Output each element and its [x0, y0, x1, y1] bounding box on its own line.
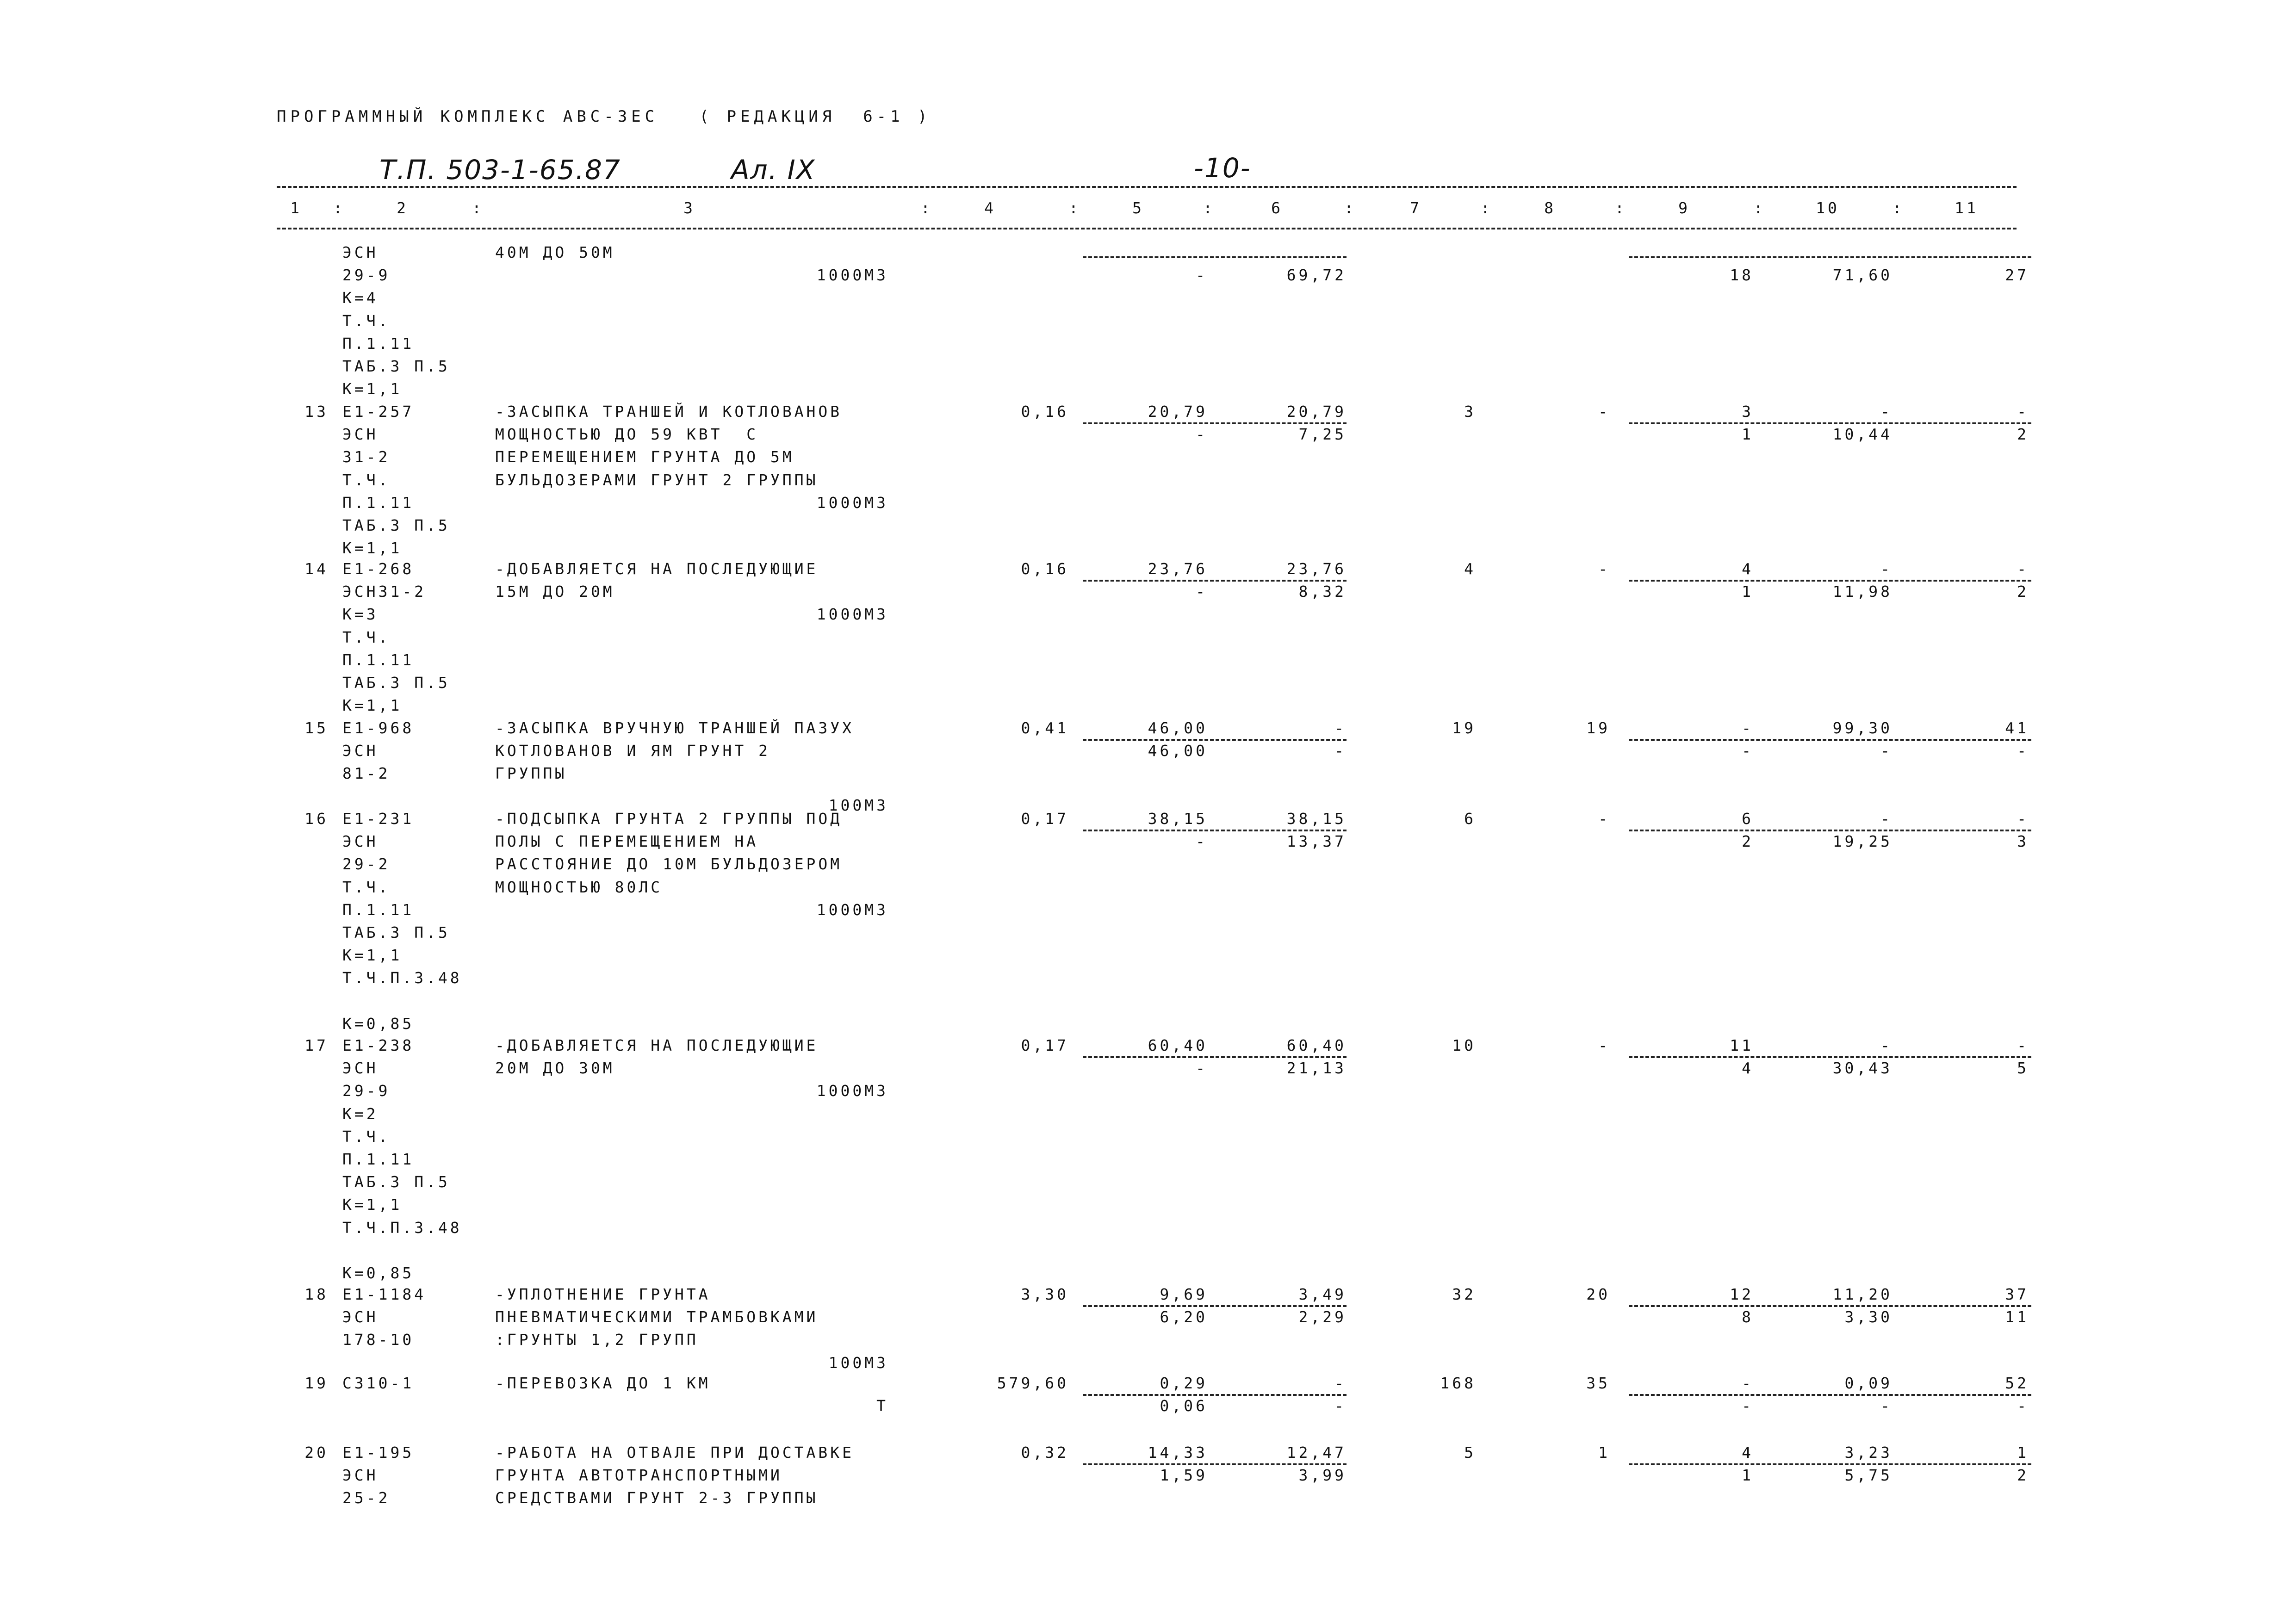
cell-col6-bottom: 69,72	[1286, 266, 1347, 285]
cell-col6-top: 3,49	[1298, 1285, 1347, 1303]
cell-col9-top: 4	[1742, 560, 1754, 578]
unit-of-measure: 100М3	[828, 1353, 888, 1372]
work-description-line: -РАБОТА НА ОТВАЛЕ ПРИ ДОСТАВКЕ	[495, 1443, 855, 1462]
code-line: П.1.11	[342, 650, 415, 669]
cell-col11-bottom: -	[2017, 1397, 2029, 1415]
code-line: ЭСН	[342, 1466, 379, 1485]
code-line: К=0,85	[342, 1014, 415, 1033]
cell-col9-bottom: 18	[1730, 266, 1754, 285]
work-description-line: :ГРУНТЫ 1,2 ГРУПП	[495, 1331, 699, 1349]
code-line: К=2	[342, 1104, 379, 1123]
cell-col5-bottom: 0,06	[1160, 1397, 1208, 1415]
unit-of-measure: Т	[876, 1397, 888, 1415]
cell-col8: 19	[1586, 719, 1610, 737]
cell-col9-bottom: 4	[1742, 1059, 1754, 1078]
album-number: Ал. IX	[731, 154, 816, 186]
unit-of-measure: 100М3	[828, 796, 888, 815]
cell-col4: 0,32	[1021, 1443, 1069, 1462]
cell-col9-bottom: 8	[1742, 1308, 1754, 1326]
cell-col9-top: 4	[1742, 1443, 1754, 1462]
cell-col5-top: 9,69	[1160, 1285, 1208, 1303]
row-number: 18	[304, 1285, 329, 1303]
cell-col10-bottom: 30,43	[1832, 1059, 1893, 1078]
code-line: ТАБ.3 П.5	[342, 1173, 450, 1191]
work-description-line: БУЛЬДОЗЕРАМИ ГРУНТ 2 ГРУППЫ	[495, 471, 819, 489]
cell-col4: 579,60	[997, 1374, 1069, 1392]
cell-col6-top: -	[1334, 1374, 1347, 1392]
cell-col10-top: 0,09	[1844, 1374, 1893, 1392]
work-description-line: -ДОБАВЛЯЕТСЯ НА ПОСЛЕДУЮЩИЕ	[495, 1036, 819, 1054]
column-header-10: 10	[1816, 199, 1840, 217]
cell-col11-bottom: 3	[2017, 832, 2029, 851]
cell-col5-bottom: 46,00	[1148, 742, 1208, 760]
cell-col5-top: 46,00	[1148, 719, 1208, 737]
row-number: 13	[304, 403, 329, 421]
code-line: ЭСН31-2	[342, 582, 427, 601]
code-line: ЭСН	[342, 832, 379, 851]
cell-col8: -	[1598, 403, 1610, 421]
cell-col9-bottom: 1	[1742, 582, 1754, 601]
cell-col9-top: 11	[1730, 1036, 1754, 1054]
cell-col9-bottom: -	[1742, 742, 1754, 760]
cell-col5-bottom: 1,59	[1160, 1466, 1208, 1485]
cell-col5-bottom: -	[1196, 832, 1208, 851]
cell-col10-bottom: -	[1880, 742, 1893, 760]
cell-divider-9-11	[1629, 830, 2031, 831]
work-description-line: ПОЛЫ С ПЕРЕМЕЩЕНИЕМ НА	[495, 832, 759, 851]
cell-divider-5-6	[1083, 739, 1347, 741]
cell-col6-bottom: 21,13	[1286, 1059, 1347, 1078]
unit-of-measure: 1000М3	[816, 1082, 888, 1100]
cell-col6-bottom: -	[1334, 742, 1347, 760]
cell-col10-bottom: 5,75	[1844, 1466, 1893, 1485]
cell-col8: -	[1598, 810, 1610, 828]
code-line: Т.Ч.	[342, 628, 391, 646]
cell-col7: 32	[1452, 1285, 1476, 1303]
cell-col8: 1	[1598, 1443, 1610, 1462]
column-divider-colon: :	[921, 199, 933, 217]
cell-divider-5-6	[1083, 1463, 1347, 1465]
code-line: Е1-231	[342, 810, 415, 828]
cell-col9-top: 3	[1742, 403, 1754, 421]
unit-of-measure: 1000М3	[816, 900, 888, 919]
cell-col7: 3	[1464, 403, 1476, 421]
header-top-rule	[277, 186, 2017, 188]
code-line: П.1.11	[342, 493, 415, 512]
cell-col4: 0,17	[1021, 810, 1069, 828]
cell-col9-top: -	[1742, 719, 1754, 737]
code-line: П.1.11	[342, 1150, 415, 1168]
work-description-line: -УПЛОТНЕНИЕ ГРУНТА	[495, 1285, 711, 1303]
cell-col6-bottom: -	[1334, 1397, 1347, 1415]
cell-divider-5-6	[1083, 830, 1347, 831]
cell-col8: -	[1598, 560, 1610, 578]
cell-col10-bottom: -	[1880, 1397, 1893, 1415]
work-description-line: РАССТОЯНИЕ ДО 10М БУЛЬДОЗЕРОМ	[495, 855, 843, 873]
work-description-line: -ПЕРЕВОЗКА ДО 1 КМ	[495, 1374, 711, 1392]
cell-col5-top: 20,79	[1148, 403, 1208, 421]
column-header-1: 1	[290, 199, 302, 217]
cell-col5-bottom: -	[1196, 582, 1208, 601]
code-line: Т.Ч.	[342, 311, 391, 330]
cell-col11-bottom: 5	[2017, 1059, 2029, 1078]
cell-divider-9-11	[1629, 739, 2031, 741]
cell-col4: 3,30	[1021, 1285, 1069, 1303]
work-description-line: ПЕРЕМЕЩЕНИЕМ ГРУНТА ДО 5М	[495, 448, 794, 466]
column-header-9: 9	[1678, 199, 1690, 217]
code-line: ЭСН	[342, 425, 379, 444]
row-number: 19	[304, 1374, 329, 1392]
cell-divider-9-11	[1629, 422, 2031, 424]
cell-col7: 10	[1452, 1036, 1476, 1054]
cell-col5-top: 38,15	[1148, 810, 1208, 828]
column-header-2: 2	[397, 199, 409, 217]
code-line: П.1.11	[342, 900, 415, 919]
cell-col10-top: -	[1880, 560, 1893, 578]
row-number: 15	[304, 719, 329, 737]
cell-col11-top: -	[2017, 810, 2029, 828]
cell-col10-top: -	[1880, 1036, 1893, 1054]
cell-divider-5-6	[1083, 580, 1347, 582]
column-header-8: 8	[1544, 199, 1556, 217]
code-line: ТАБ.3 П.5	[342, 357, 450, 375]
cell-col10-bottom: 19,25	[1832, 832, 1893, 851]
code-line: 29-9	[342, 266, 391, 285]
cell-col5-top: 23,76	[1148, 560, 1208, 578]
cell-col4: 0,41	[1021, 719, 1069, 737]
row-number: 20	[304, 1443, 329, 1462]
cell-col5-top: 14,33	[1148, 1443, 1208, 1462]
cell-col7: 5	[1464, 1443, 1476, 1462]
cell-col11-bottom: 2	[2017, 582, 2029, 601]
cell-col6-bottom: 7,25	[1298, 425, 1347, 444]
code-line: К=1,1	[342, 1196, 403, 1214]
code-line: Е1-238	[342, 1036, 415, 1054]
column-header-3: 3	[683, 199, 695, 217]
code-line: С310-1	[342, 1374, 415, 1392]
column-divider-colon: :	[333, 199, 345, 217]
work-description-line: -ПОДСЫПКА ГРУНТА 2 ГРУППЫ ПОД	[495, 810, 843, 828]
code-line: П.1.11	[342, 334, 415, 353]
cell-col9-bottom: 2	[1742, 832, 1754, 851]
cell-col5-top: 60,40	[1148, 1036, 1208, 1054]
cell-col8: 20	[1586, 1285, 1610, 1303]
cell-col9-bottom: -	[1742, 1397, 1754, 1415]
page-number: -10-	[1194, 152, 1251, 184]
cell-col10-top: 99,30	[1832, 719, 1893, 737]
cell-col11-top: 1	[2017, 1443, 2029, 1462]
cell-col10-top: 3,23	[1844, 1443, 1893, 1462]
document-code: Т.П. 503-1-65.87	[379, 154, 621, 186]
code-line: 25-2	[342, 1489, 391, 1507]
cell-col11-top: -	[2017, 560, 2029, 578]
column-header-6: 6	[1271, 199, 1283, 217]
column-header-5: 5	[1132, 199, 1144, 217]
cell-col9-bottom: 1	[1742, 425, 1754, 444]
cell-col10-bottom: 10,44	[1832, 425, 1893, 444]
column-divider-colon: :	[1893, 199, 1905, 217]
cell-col9-top: 12	[1730, 1285, 1754, 1303]
code-line: Е1-268	[342, 560, 415, 578]
cell-col10-top: 11,20	[1832, 1285, 1893, 1303]
cell-col6-top: -	[1334, 719, 1347, 737]
cell-col7: 168	[1440, 1374, 1476, 1392]
cell-col10-bottom: 3,30	[1844, 1308, 1893, 1326]
cell-divider-9-11	[1629, 580, 2031, 582]
code-line: К=4	[342, 289, 379, 307]
cell-col4: 0,16	[1021, 403, 1069, 421]
code-line: К=1,1	[342, 539, 403, 558]
work-description-line: -ЗАСЫПКА ТРАНШЕЙ И КОТЛОВАНОВ	[495, 403, 843, 421]
code-line: Т.Ч.П.3.48	[342, 969, 462, 987]
code-line: 178-10	[342, 1331, 415, 1349]
program-header: ПРОГРАММНЫЙ КОМПЛЕКС АВС-3ЕС ( РЕДАКЦИЯ 6-1 )	[277, 107, 931, 126]
cell-col8: -	[1598, 1036, 1610, 1054]
cell-divider-9-11	[1629, 1056, 2031, 1058]
code-line: ТАБ.3 П.5	[342, 674, 450, 692]
cell-col4: 0,16	[1021, 560, 1069, 578]
cell-col11-top: 37	[2005, 1285, 2029, 1303]
column-header-4: 4	[984, 199, 996, 217]
code-line: 29-9	[342, 1082, 391, 1100]
work-description-line: ПНЕВМАТИЧЕСКИМИ ТРАМБОВКАМИ	[495, 1308, 819, 1326]
cell-col7: 6	[1464, 810, 1476, 828]
cell-col11-bottom: -	[2017, 742, 2029, 760]
cell-divider-5-6	[1083, 422, 1347, 424]
cell-col5-bottom: 6,20	[1160, 1308, 1208, 1326]
code-line: Т.Ч.	[342, 878, 391, 896]
code-line: Т.Ч.П.3.48	[342, 1218, 462, 1237]
cell-col9-top: -	[1742, 1374, 1754, 1392]
code-line: Т.Ч.	[342, 1127, 391, 1146]
cell-col11-bottom: 27	[2005, 266, 2029, 285]
code-line: К=0,85	[342, 1264, 415, 1282]
code-line: ТАБ.3 П.5	[342, 923, 450, 942]
cell-col6-bottom: 3,99	[1298, 1466, 1347, 1485]
cell-col11-bottom: 2	[2017, 1466, 2029, 1485]
code-line: К=1,1	[342, 696, 403, 715]
cell-col10-bottom: 71,60	[1832, 266, 1893, 285]
code-line: К=1,1	[342, 946, 403, 965]
unit-of-measure: 1000М3	[816, 493, 888, 512]
cell-col10-top: -	[1880, 403, 1893, 421]
work-description-line: -ЗАСЫПКА ВРУЧНУЮ ТРАНШЕЙ ПАЗУХ	[495, 719, 855, 737]
work-description-line: ГРУППЫ	[495, 764, 567, 783]
cell-col5-bottom: -	[1196, 425, 1208, 444]
work-description-line: 20М ДО 30М	[495, 1059, 615, 1078]
work-description-line: 40М ДО 50М	[495, 243, 615, 261]
cell-divider-9-11	[1629, 1305, 2031, 1307]
cell-col11-bottom: 11	[2005, 1308, 2029, 1326]
code-line: К=3	[342, 605, 379, 624]
row-number: 17	[304, 1036, 329, 1054]
column-header-11: 11	[1955, 199, 1979, 217]
code-line: ЭСН	[342, 742, 379, 760]
cell-col9-top: 6	[1742, 810, 1754, 828]
code-line: ТАБ.3 П.5	[342, 516, 450, 534]
cell-col7: 4	[1464, 560, 1476, 578]
code-line: ЭСН	[342, 1308, 379, 1326]
code-line: Т.Ч.	[342, 471, 391, 489]
column-divider-colon: :	[1344, 199, 1356, 217]
cell-col7: 19	[1452, 719, 1476, 737]
cell-divider-5-6	[1083, 1056, 1347, 1058]
code-line: 31-2	[342, 448, 391, 466]
code-line: Е1-1184	[342, 1285, 427, 1303]
cell-col9-bottom: 1	[1742, 1466, 1754, 1485]
code-line: ЭСН	[342, 243, 379, 261]
cell-col11-top: 52	[2005, 1374, 2029, 1392]
column-header-7: 7	[1410, 199, 1422, 217]
cell-divider-5-6	[1083, 256, 1347, 258]
cell-divider-5-6	[1083, 1394, 1347, 1396]
code-line: Е1-968	[342, 719, 415, 737]
column-divider-colon: :	[1069, 199, 1081, 217]
column-divider-colon: :	[1481, 199, 1493, 217]
code-line: 81-2	[342, 764, 391, 783]
work-description-line: МОЩНОСТЬЮ 80ЛС	[495, 878, 663, 896]
column-divider-colon: :	[1754, 199, 1766, 217]
work-description-line: КОТЛОВАНОВ И ЯМ ГРУНТ 2	[495, 742, 770, 760]
code-line: Е1-195	[342, 1443, 415, 1462]
work-description-line: СРЕДСТВАМИ ГРУНТ 2-3 ГРУППЫ	[495, 1489, 819, 1507]
cell-col10-bottom: 11,98	[1832, 582, 1893, 601]
unit-of-measure: 1000М3	[816, 605, 888, 624]
cell-col6-bottom: 2,29	[1298, 1308, 1347, 1326]
cell-col11-top: 41	[2005, 719, 2029, 737]
cell-col6-top: 23,76	[1286, 560, 1347, 578]
cell-col6-top: 38,15	[1286, 810, 1347, 828]
cell-divider-5-6	[1083, 1305, 1347, 1307]
cell-col5-bottom: -	[1196, 1059, 1208, 1078]
cell-col5-top: 0,29	[1160, 1374, 1208, 1392]
cell-col11-top: -	[2017, 1036, 2029, 1054]
cell-divider-9-11	[1629, 256, 2031, 258]
cell-col11-top: -	[2017, 403, 2029, 421]
code-line: 29-2	[342, 855, 391, 873]
work-description-line: МОЩНОСТЬЮ ДО 59 КВТ С	[495, 425, 759, 444]
cell-col6-top: 60,40	[1286, 1036, 1347, 1054]
cell-col5-bottom: -	[1196, 266, 1208, 285]
cell-col6-bottom: 13,37	[1286, 832, 1347, 851]
code-line: К=1,1	[342, 380, 403, 398]
column-divider-colon: :	[472, 199, 484, 217]
cell-col11-bottom: 2	[2017, 425, 2029, 444]
cell-divider-9-11	[1629, 1394, 2031, 1396]
row-number: 16	[304, 810, 329, 828]
cell-col6-top: 12,47	[1286, 1443, 1347, 1462]
header-bottom-rule	[277, 228, 2017, 229]
cell-divider-9-11	[1629, 1463, 2031, 1465]
column-divider-colon: :	[1615, 199, 1627, 217]
cell-col8: 35	[1586, 1374, 1610, 1392]
code-line: Е1-257	[342, 403, 415, 421]
work-description-line: ГРУНТА АВТОТРАНСПОРТНЫМИ	[495, 1466, 782, 1485]
work-description-line: -ДОБАВЛЯЕТСЯ НА ПОСЛЕДУЮЩИЕ	[495, 560, 819, 578]
cell-col4: 0,17	[1021, 1036, 1069, 1054]
cell-col6-bottom: 8,32	[1298, 582, 1347, 601]
cell-col10-top: -	[1880, 810, 1893, 828]
code-line: ЭСН	[342, 1059, 379, 1078]
unit-of-measure: 1000М3	[816, 266, 888, 285]
row-number: 14	[304, 560, 329, 578]
work-description-line: 15М ДО 20М	[495, 582, 615, 601]
column-divider-colon: :	[1203, 199, 1215, 217]
cell-col6-top: 20,79	[1286, 403, 1347, 421]
